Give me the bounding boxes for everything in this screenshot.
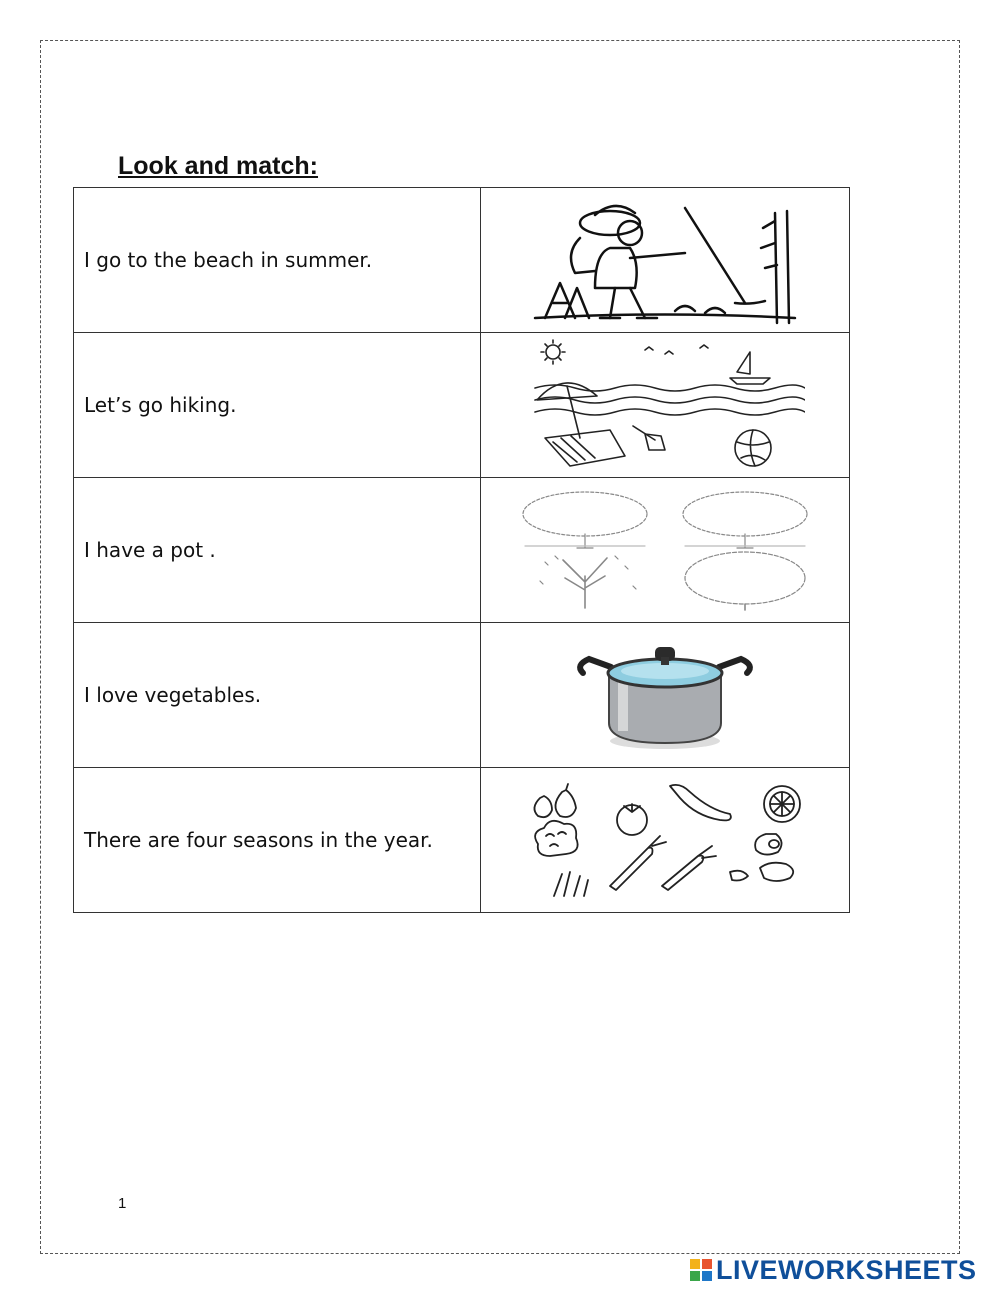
picture-cell[interactable] [481, 623, 850, 768]
vegetables-picture [520, 776, 810, 904]
table-row [74, 188, 850, 333]
sentence-cell[interactable]: I have a pot . [74, 478, 481, 623]
beach-picture [525, 338, 805, 472]
table-row [74, 768, 850, 913]
picture-cell[interactable] [481, 188, 850, 333]
sentence-cell[interactable]: There are four seasons in the year. [74, 768, 481, 913]
cooking-pot-picture [575, 635, 755, 755]
liveworksheets-logo[interactable] [690, 1254, 977, 1286]
sentence-cell[interactable]: I go to the beach in summer. [74, 188, 481, 333]
sentence-cell[interactable]: Let’s go hiking. [74, 333, 481, 478]
sentence-cell[interactable]: I love vegetables. [74, 623, 481, 768]
page-number: 1 [118, 1195, 127, 1212]
brand-logo-icon [690, 1259, 712, 1281]
table-row [74, 333, 850, 478]
match-table [73, 187, 850, 913]
picture-cell[interactable] [481, 768, 850, 913]
picture-cell[interactable] [481, 333, 850, 478]
brand-name: LIVEWORKSHEETS [716, 1254, 977, 1285]
table-row [74, 478, 850, 623]
picture-cell[interactable] [481, 478, 850, 623]
four-seasons-trees-picture [505, 486, 825, 614]
table-row [74, 623, 850, 768]
hiker-picture [525, 193, 805, 327]
worksheet-title: Look and match: [118, 152, 319, 180]
